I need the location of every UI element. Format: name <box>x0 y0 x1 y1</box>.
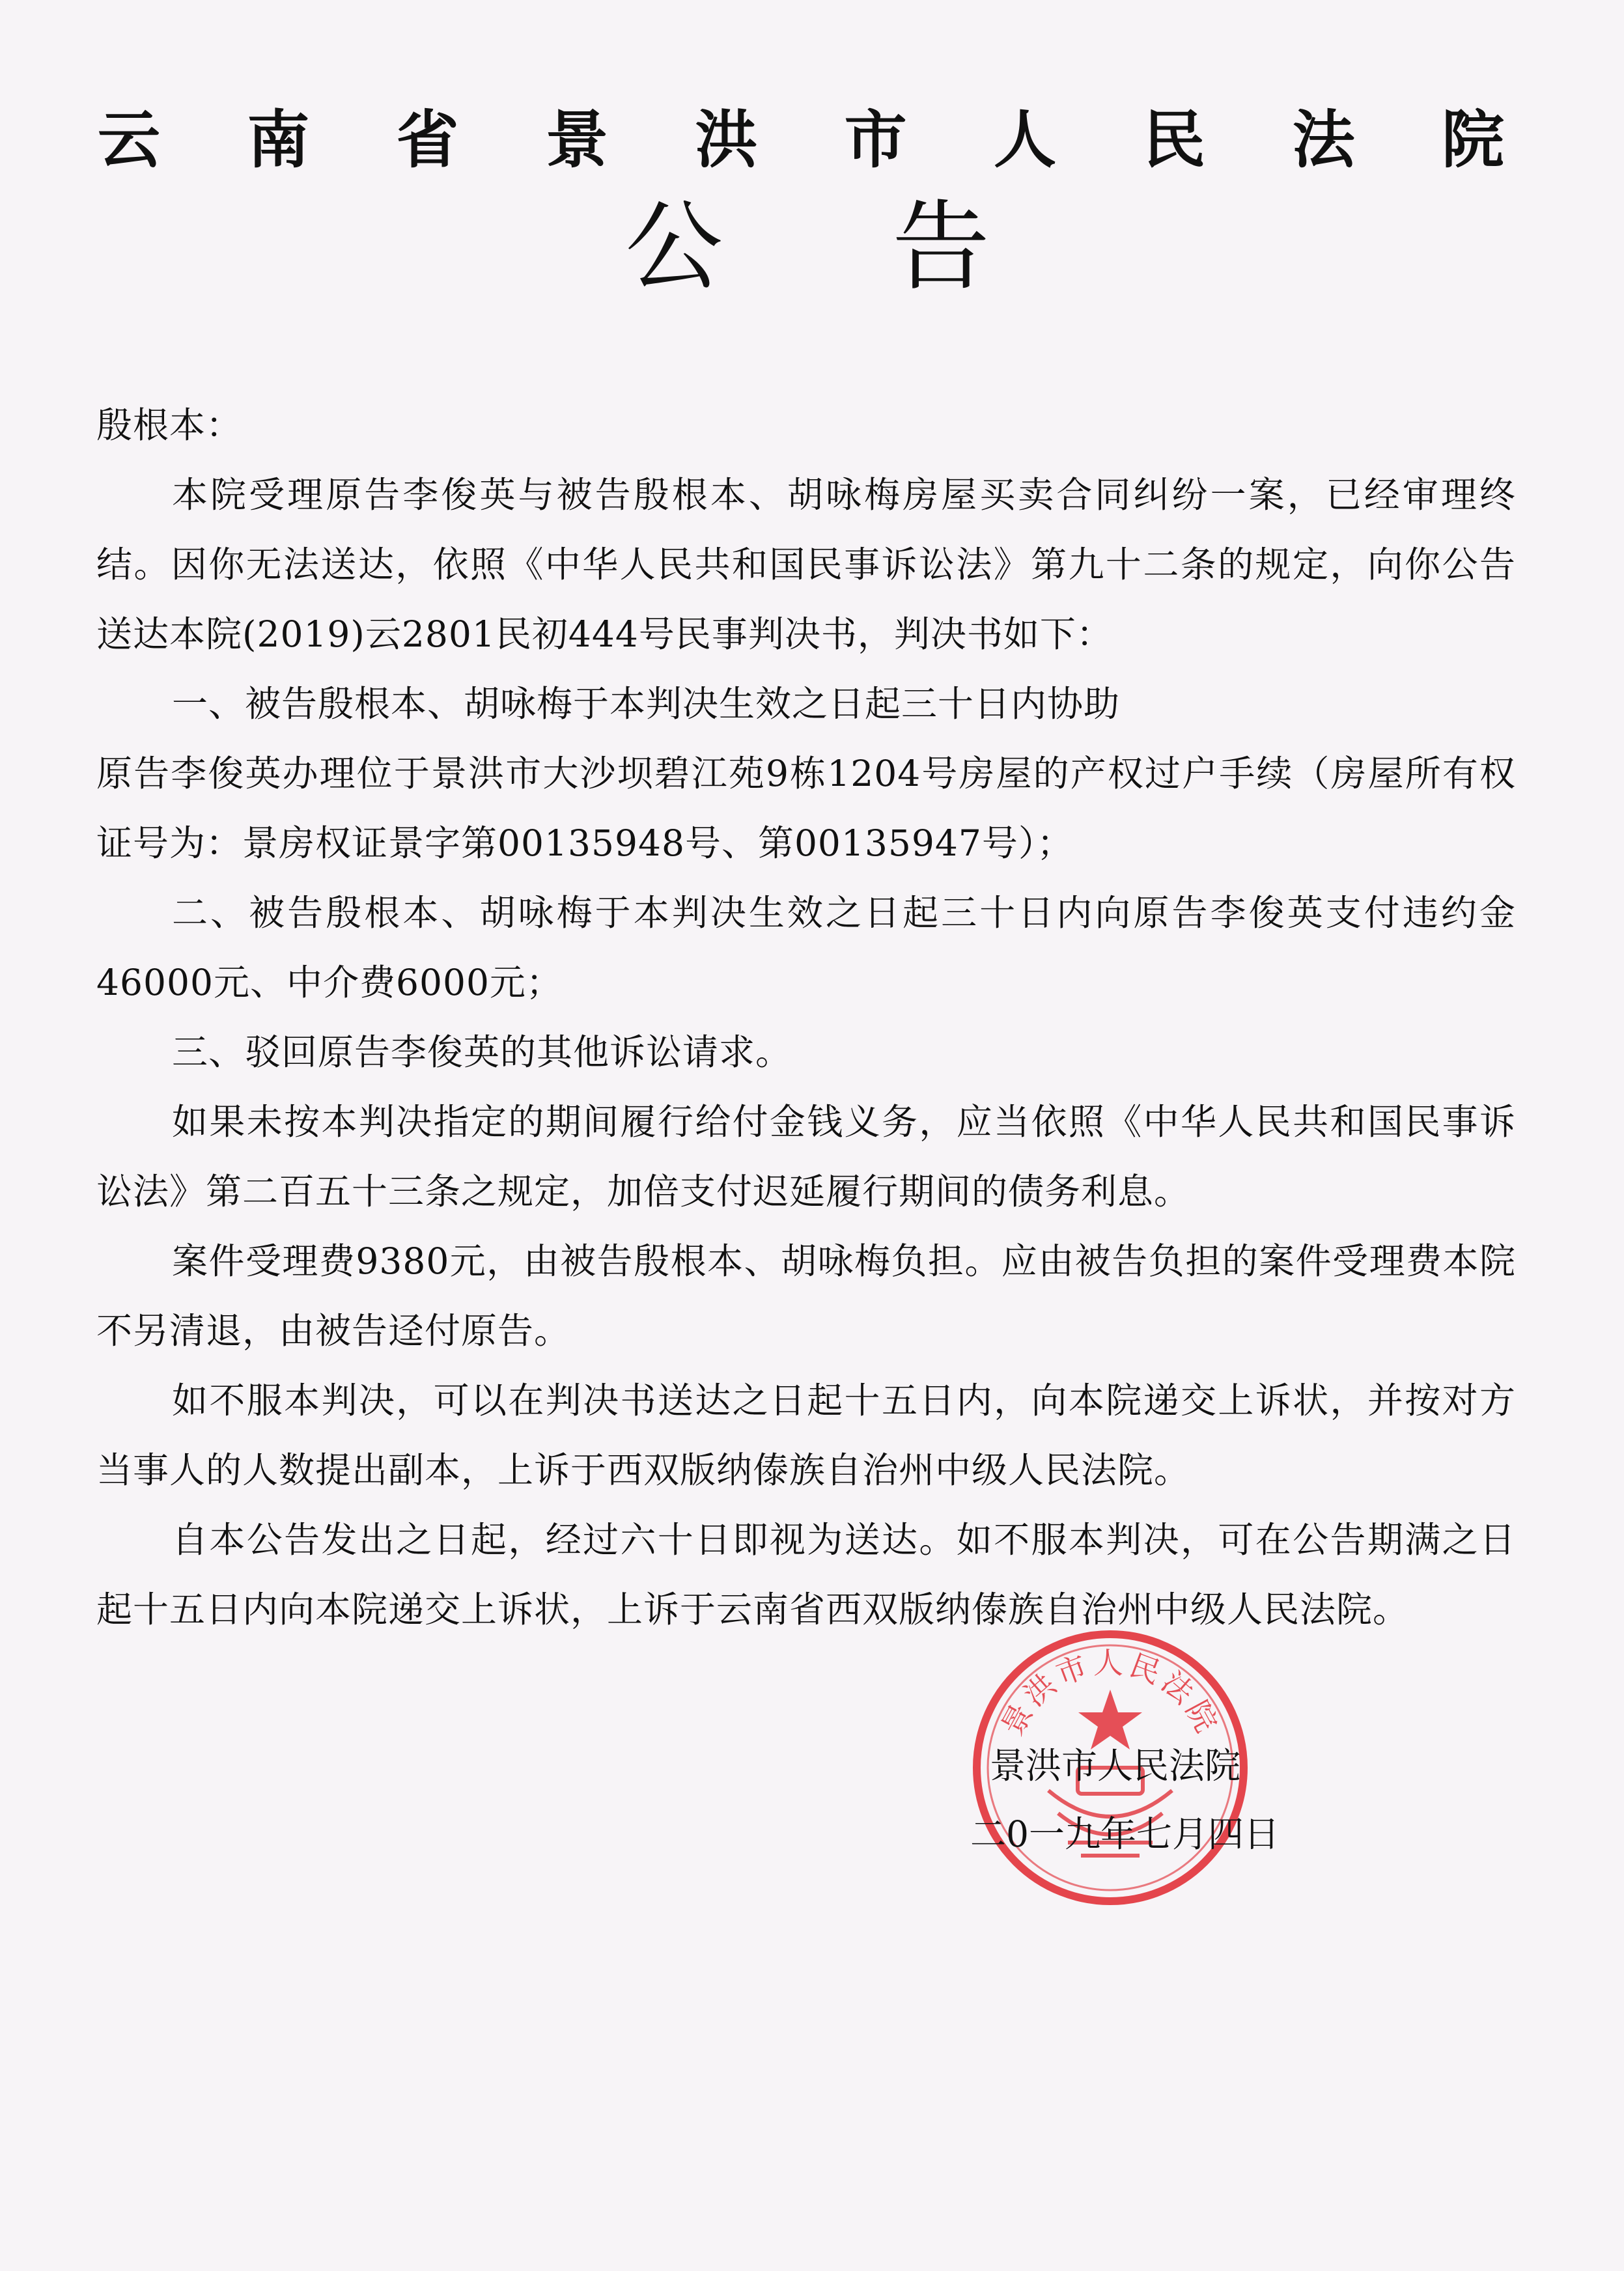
judgment-item-3: 三、驳回原告李俊英的其他诉讼请求。 <box>172 1031 792 1073</box>
notice-body <box>96 391 1516 1645</box>
notice-title-char: 公 <box>625 191 723 304</box>
addressee: 殷根本： <box>96 404 243 446</box>
court-name-char: 南 <box>247 104 310 176</box>
paragraph-service: 自本公告发出之日起，经过六十日即视为送达。如不服本判决，可在公告期满之日起十五日内向本院递交上诉状，上诉于云南省西双版纳傣族自治州中级人民法院。 <box>96 1519 1516 1630</box>
judgment-item-1-line1: 一、被告殷根本、胡咏梅于本判决生效之日起三十日内协助 <box>172 683 1121 725</box>
court-name-char: 院 <box>1441 104 1504 176</box>
signature-block <box>970 1732 1335 1869</box>
notice-title <box>625 189 990 306</box>
seal-text: 景洪市人民法院 <box>994 1645 1226 1742</box>
paragraph-interest: 如果未按本判决指定的期间履行给付金钱义务，应当依照《中华人民共和国民事诉讼法》第二百五十三条之规定，加倍支付迟延履行期间的债务利息。 <box>96 1101 1516 1212</box>
judgment-item-1-line2: 原告李俊英办理位于景洪市大沙坝碧江苑9栋1204号房屋的产权过户手续（房屋所有权证号为：景房权证景字第00135948号、第00135947号）； <box>96 753 1516 864</box>
court-name-char: 景 <box>545 104 608 176</box>
court-name-char: 云 <box>98 104 160 176</box>
signing-date: 二0一九年七月四日 <box>970 1813 1280 1855</box>
court-name-char: 人 <box>993 104 1056 176</box>
paragraph-appeal: 如不服本判决，可以在判决书送达之日起十五日内，向本院递交上诉状，并按对方当事人的人数提出副本，上诉于西双版纳傣族自治州中级人民法院。 <box>96 1380 1516 1491</box>
court-name-char: 洪 <box>695 104 758 176</box>
court-name-char: 民 <box>1143 104 1206 176</box>
paragraph-case-intro: 本院受理原告李俊英与被告殷根本、胡咏梅房屋买卖合同纠纷一案，已经审理终结。因你无法送达，依照《中华人民共和国民事诉讼法》第九十二条的规定，向你公告送达本院(2019)云2801民初444号民事判决书，判决书如下： <box>96 474 1516 655</box>
paragraph-fee: 案件受理费9380元，由被告殷根本、胡咏梅负担。应由被告负担的案件受理费本院不另清退，由被告迳付原告。 <box>96 1240 1516 1352</box>
court-name-heading <box>98 98 1504 182</box>
court-name-char: 省 <box>396 104 459 176</box>
court-name-char: 法 <box>1292 104 1355 176</box>
notice-title-char: 告 <box>891 191 990 304</box>
court-name-char: 市 <box>844 104 907 176</box>
signing-court: 景洪市人民法院 <box>990 1745 1241 1787</box>
judgment-item-2: 二、被告殷根本、胡咏梅于本判决生效之日起三十日内向原告李俊英支付违约金46000元、中介费6000元； <box>96 892 1516 1003</box>
